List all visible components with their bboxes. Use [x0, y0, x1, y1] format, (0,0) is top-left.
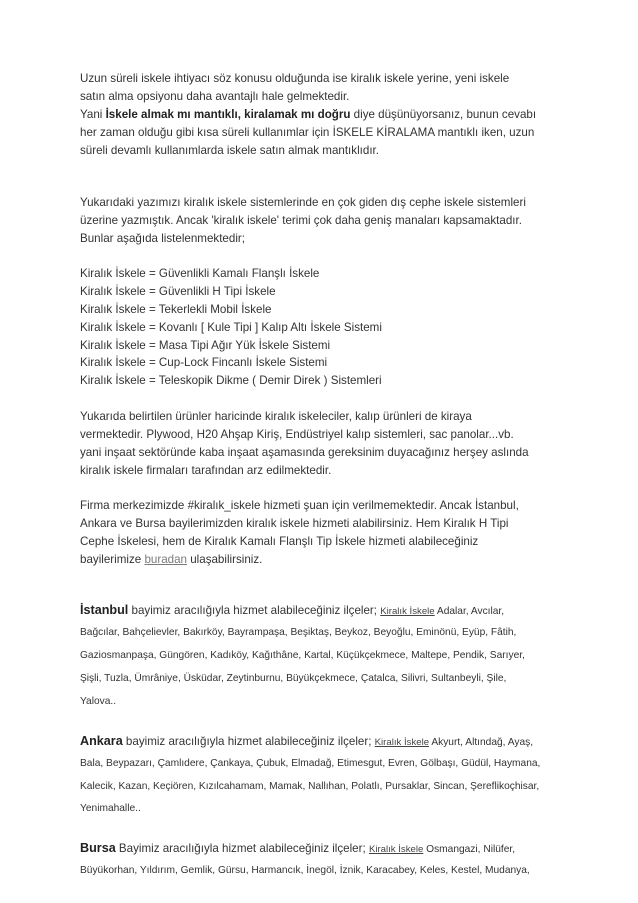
district-list: Osmangazi, Nilüfer, — [423, 844, 516, 855]
paragraph-1-line: her zaman olduğu gibi kısa süreli kullanımlar için İSKELE KİRALAMA mantıklı iken, uzun — [80, 126, 535, 139]
text-run: bayilerimize — [80, 553, 145, 566]
kiralik-iskele-link-istanbul[interactable]: Kiralık İskele — [380, 606, 435, 617]
paragraph-3-line: kiralık iskele firmaları tarafından arz edilmektedir. — [80, 464, 332, 477]
paragraph-4-line — [80, 553, 262, 567]
district-list: Bağcılar, Bahçelievler, Bakırköy, Bayrampaşa, Beşiktaş, Beykoz, Beyoğlu, Eminönü, Eyüp, Fâtih, — [80, 627, 517, 638]
district-list: Büyükorhan, Yıldırım, Gemlik, Gürsu, Harmancık, İnegöl, İznik, Karacabey, Keles, Kestel, Mudanya, — [80, 865, 530, 876]
paragraph-4-line: Firma merkezimizde #kiralık_iskele hizmeti şuan için verilmemektedir. Ancak İstanbul, — [80, 499, 519, 512]
district-list: Yalova.. — [80, 696, 117, 707]
district-list: Bala, Beypazarı, Çamlıdere, Çankaya, Çubuk, Elmadağ, Etimesgut, Evren, Gölbaşı, Güdül, Haymana, — [80, 758, 541, 769]
district-list: Şişli, Tuzla, Ümrâniye, Üsküdar, Zeytinburnu, Büyükçekmece, Çatalca, Silivri, Sultanbeyli, Şile, — [80, 673, 507, 684]
district-list: Gaziosmanpaşa, Güngören, Kadıköy, Kağıthâne, Kartal, Küçükçekmece, Maltepe, Pendik, Sarıyer, — [80, 650, 525, 661]
dealers-link[interactable]: buradan — [144, 553, 187, 566]
text-run: bayimiz aracılığıyla hizmet alabileceğiniz ilçeler; — [128, 604, 381, 617]
ankara-line — [80, 734, 533, 750]
list-item: Kiralık İskele = Güvenlikli H Tipi İskele — [80, 285, 276, 298]
paragraph-3-line: yani inşaat sektöründe kaba inşaat aşamasında gereksinim duyacağınız herşey aslında — [80, 446, 529, 459]
paragraph-2-line: Yukarıdaki yazımızı kiralık iskele sistemlerinde en çok giden dış cephe iskele sistemleri — [80, 196, 526, 209]
istanbul-line — [80, 603, 504, 619]
paragraph-1-line: Uzun süreli iskele ihtiyacı söz konusu olduğunda ise kiralık iskele yerine, yeni iskele — [80, 72, 510, 85]
text-run: Yani — [80, 108, 106, 121]
list-item: Kiralık İskele = Teleskopik Dikme ( Demir Direk ) Sistemleri — [80, 374, 382, 387]
district-list: Kalecik, Kazan, Keçiören, Kızılcahamam, Mamak, Nallıhan, Polatlı, Pursaklar, Sincan, Şereflikoçhisar, — [80, 781, 540, 792]
district-list: Akyurt, Altındağ, Ayaş, — [429, 737, 534, 748]
city-name-bursa: Bursa — [80, 841, 116, 855]
paragraph-1-line: süreli devamlı kullanımlarda iskele satın almak mantıklıdır. — [80, 144, 379, 157]
text-run: diye düşünüyorsanız, bunun cevabı — [350, 108, 537, 121]
kiralik-iskele-link-ankara[interactable]: Kiralık İskele — [374, 737, 430, 748]
text-run: ulaşabilirsiniz. — [187, 553, 263, 566]
paragraph-2-line: üzerine yazmıştık. Ancak 'kiralık iskele' terimi çok daha geniş manaları kapsamaktadır. — [80, 214, 522, 227]
text-run: bayimiz aracılığıyla hizmet alabileceğiniz ilçeler; — [122, 735, 375, 748]
district-list: Yenimahalle.. — [80, 803, 141, 814]
paragraph-3-line: Yukarıda belirtilen ürünler haricinde kiralık iskeleciler, kalıp ürünleri de kiraya — [80, 410, 472, 423]
list-item: Kiralık İskele = Cup-Lock Fincanlı İskele Sistemi — [80, 356, 328, 369]
paragraph-3-line: vermektedir. Plywood, H20 Ahşap Kiriş, Endüstriyel kalıp sistemleri, sac panolar...vb. — [80, 428, 514, 441]
text-run: Bayimiz aracılığıyla hizmet alabileceğiniz ilçeler; — [115, 842, 369, 855]
paragraph-2-line: Bunlar aşağıda listelenmektedir; — [80, 232, 245, 245]
list-item: Kiralık İskele = Tekerlekli Mobil İskele — [80, 303, 272, 316]
paragraph-1-line — [80, 108, 536, 122]
paragraph-4-line: Cephe İskelesi, hem de Kiralık Kamalı Flanşlı Tip İskele hizmeti alabileceğiniz — [80, 535, 479, 548]
paragraph-1-line: satın alma opsiyonu daha avantajlı hale gelmektedir. — [80, 90, 350, 103]
list-item: Kiralık İskele = Masa Tipi Ağır Yük İskele Sistemi — [80, 339, 331, 352]
city-name-ankara: Ankara — [80, 734, 123, 748]
bursa-line — [80, 841, 515, 857]
district-list: Adalar, Avcılar, — [434, 606, 505, 617]
list-item: Kiralık İskele = Kovanlı [ Kule Tipi ] Kalıp Altı İskele Sistemi — [80, 321, 382, 334]
bold-question: İskele almak mı mantıklı, kiralamak mı doğru — [105, 108, 351, 121]
list-item: Kiralık İskele = Güvenlikli Kamalı Flanşlı İskele — [80, 267, 320, 280]
city-name-istanbul: İstanbul — [80, 603, 129, 617]
kiralik-iskele-link-bursa[interactable]: Kiralık İskele — [368, 844, 424, 855]
paragraph-4-line: Ankara ve Bursa bayilerimizden kiralık iskele hizmeti alabilirsiniz. Hem Kiralık H Tipi — [80, 517, 509, 530]
